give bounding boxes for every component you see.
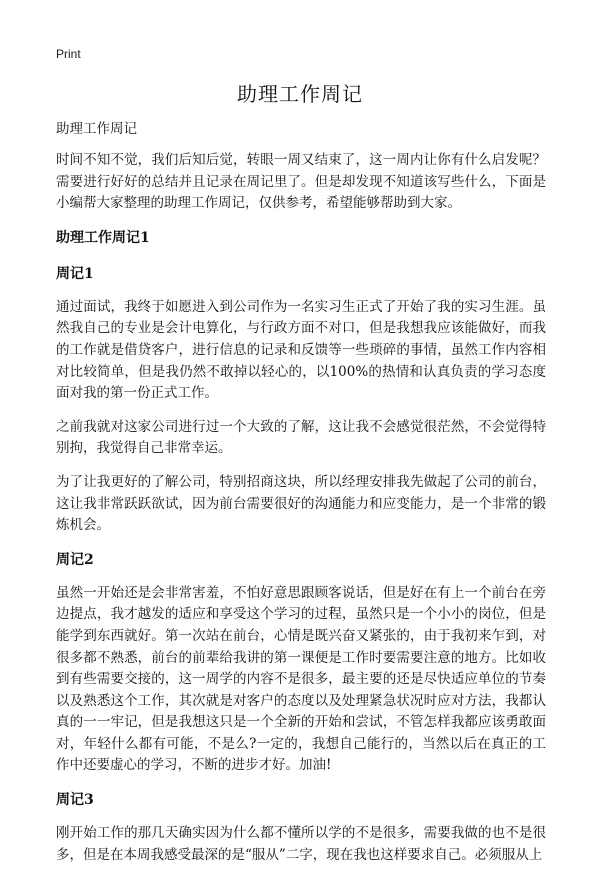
week-heading-3: 周记3 bbox=[56, 792, 94, 809]
week3-paragraph-1: 刚开始工作的那几天确实因为什么都不懂所以学的不是很多，需要我做的也不是很多，但是在本周我感受最深的是“服从”二字，现在我也这样要求自己。必须服从上 bbox=[56, 825, 546, 863]
week1-paragraph-3: 为了让我更好的了解公司，特别招商这块，所以经理安排我先做起了公司的前台，这让我非常跃跃欲试，因为前台需要很好的沟通能力和应变能力，是一个非常的锻炼机会。 bbox=[56, 473, 546, 534]
section-title: 助理工作周记1 bbox=[56, 229, 150, 246]
intro-paragraph: 时间不知不觉，我们后知后觉，转眼一周又结束了，这一周内让你有什么启发呢？需要进行好好的总结并且记录在周记里了。但是却发现不知道该写些什么，下面是小编帮大家整理的助理工作周记，仅供参考，希望能够帮助到大家。 bbox=[56, 152, 546, 212]
week1-paragraph-2: 之前我就对这家公司进行过一个大致的了解，这让我不会感觉很茫然，不会觉得特别拘，我觉得自己非常幸运。 bbox=[56, 418, 546, 457]
document-subtitle: 助理工作周记 bbox=[56, 121, 137, 137]
week2-paragraph-1: 虽然一开始还是会非常害羞，不怕好意思跟顾客说话，但是好在有上一个前台在旁边提点，我才越发的适应和享受这个学习的过程，虽然只是一个小小的岗位，但是能学到东西就好。第一次站在前台，心情是既兴奋又紧张的，由于我初来乍到，对很多都不熟悉，前台的前辈给我讲的第一课便是工作时要需要注意的地方。比如收到有些需要交接的，这一周学的内容不是很多，最主要的还是尽快适应单位的节奏以及熟悉这个工作，其次就是对客户的态度以及处理紧急状况时应对方法，我都认真的一一牢记，但是我想这只是一个全新的开始和尝试，不管怎样我都应该勇敢面对，年轻什么都有可能，不是么?一定的，我想自己能行的，当然以后在真正的工作中还要虚心的学习，不断的进步才好。加油! bbox=[56, 584, 546, 774]
week1-paragraph-1: 通过面试，我终于如愿进入到公司作为一名实习生正式了开始了我的实习生涯。虽然我自己的专业是会计电算化，与行政方面不对口，但是我想我应该能做好，而我的工作就是借贷客户，进行信息的记录和反馈等一些琐碎的事情，虽然工作内容相对比较简单，但是我仍然不敢掉以轻心的，以100%的热情和认真负责的学习态度面对我的第一份正式工作。 bbox=[56, 298, 546, 402]
print-label[interactable]: Print bbox=[56, 47, 81, 61]
week-heading-1: 周记1 bbox=[56, 265, 94, 282]
document-title: 助理工作周记 bbox=[237, 82, 363, 106]
document-content bbox=[56, 118, 546, 878]
week-heading-2: 周记2 bbox=[56, 551, 94, 568]
